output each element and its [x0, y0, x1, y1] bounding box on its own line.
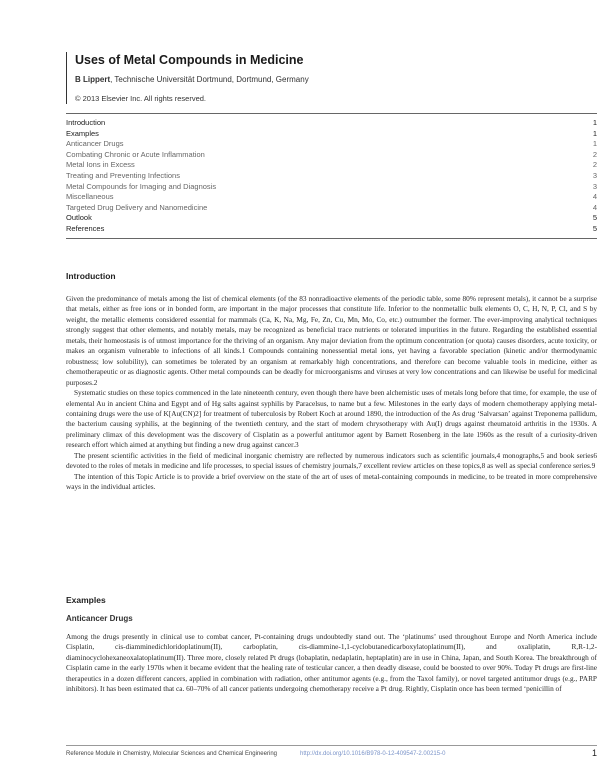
toc-entry[interactable] — [66, 213, 597, 224]
toc-entry-label[interactable]: Combating Chronic or Acute Inflammation — [66, 149, 205, 159]
toc-entry-page: 2 — [592, 149, 597, 159]
footer-reference: Reference Module in Chemistry, Molecular Sciences and Chemical Engineering — [66, 751, 277, 757]
toc-entry-page: 1 — [592, 139, 597, 149]
toc-entry[interactable] — [66, 171, 597, 182]
toc-entry[interactable] — [66, 192, 597, 203]
toc-entry[interactable] — [66, 139, 597, 150]
toc-entry-page: 3 — [592, 181, 597, 191]
page-footer — [66, 745, 597, 760]
toc-entry-label[interactable]: Metal Compounds for Imaging and Diagnosis — [66, 181, 217, 191]
introduction-body — [66, 294, 597, 493]
toc-entry-page: 2 — [592, 160, 597, 170]
toc-entry[interactable] — [66, 224, 597, 235]
toc-entry-label[interactable]: Miscellaneous — [66, 192, 114, 202]
toc-entry[interactable] — [66, 203, 597, 214]
intro-paragraph: The intention of this Topic Article is to provide a brief overview on the state of the art of uses of metal-containing compounds in medicine, to be treated in more comprehensive ways in the individual articles. — [66, 471, 597, 492]
section-heading-examples: Examples — [66, 595, 106, 605]
toc-entry[interactable] — [66, 150, 597, 161]
article-title: Uses of Metal Compounds in Medicine — [75, 53, 304, 67]
author-affiliation: , Technische Universität Dortmund, Dortmund, Germany — [110, 75, 309, 84]
examples-paragraph: Among the drugs presently in clinical use to combat cancer, Pt-containing drugs undoubtedly stand out. The ‘platinums’ used throughout Europe and North America include Cisplatin, cis-diamminedichloridoplatinum(II), carboplatin, cis-diammine-1,1-cyclobutanedicarboxylatoplatinum(II), and oxaliplatin, R,R-1,2-diaminocyclohexaneoxalatoplatinum(II). Three more, closely related Pt drugs (lobaplatin, nedaplatin, heptaplatin) are in use in China, Japan, and South Korea. The breakthrough of Cisplatin came in the early 1970s when it became evident that the healing rate of testicular cancer, a then deadly disease, could be boosted to over 90%. Today Pt drugs are first-line therapeutics in a dozen different cancers, applied in combination with radiation, other antitumor agents (e.g., from the Taxol family), or novel targeted antitumor drugs (e.g., PARP inhibitors). It has been estimated that ca. 60–70% of all cancer patients undergoing chemotherapy receive a Pt drug. Rightly, Cisplatin once has been termed ‘penicillin of — [66, 632, 597, 694]
author-name: B Lippert — [75, 75, 111, 84]
toc-entry-page: 1 — [592, 128, 597, 138]
toc-entry-page: 3 — [592, 170, 597, 180]
table-of-contents — [66, 113, 597, 239]
doi-link[interactable]: http://dx.doi.org/10.1016/B978-0-12-409547-2.00215-0 — [300, 751, 446, 757]
toc-entry-label[interactable]: Metal Ions in Excess — [66, 160, 135, 170]
toc-entry-page: 5 — [592, 223, 597, 233]
section-heading-introduction: Introduction — [66, 271, 116, 281]
examples-body — [66, 632, 597, 695]
page-number: 1 — [591, 748, 597, 758]
copyright-notice: © 2013 Elsevier Inc. All rights reserved. — [75, 94, 207, 103]
article-header — [66, 52, 555, 104]
toc-entry-page: 4 — [592, 192, 597, 202]
toc-entry[interactable] — [66, 160, 597, 171]
intro-paragraph: Systematic studies on these topics commenced in the late nineteenth century, even though there have been alchemistic uses of metals long before that time, for example, the use of elemental Au in ancient China and Egypt and of Hg salts against syphilis by Paracelsus, to name but a few. Milestones in the early days of modern chemotherapy applying metal-containing drugs were the use of K[Au(CN)2] for treatment of tuberculosis by Robert Koch at around 1890, the introduction of the As drug ‘Salvarsan’ against Treponema pallidum, the bacterium causing syphilis, at the beginning of the twentieth century, and the start of modern chrysotherapy with Au(I) drugs against rheumatoid arthritis in the 1930s. A preliminary climax of this development was the discovery of Cisplatin as a powerful antitumor agent by Barnett Rosenberg in the late 1960s as the result of a curiosity-driven research effort which aimed at anything but finding a new drug against cancer.3 — [66, 388, 597, 450]
author-line — [75, 74, 555, 85]
toc-entry-label[interactable]: Outlook — [66, 213, 92, 223]
toc-entry-label[interactable]: References — [66, 223, 105, 233]
toc-entry-label[interactable]: Treating and Preventing Infections — [66, 170, 180, 180]
toc-entry-label[interactable]: Anticancer Drugs — [66, 139, 124, 149]
toc-entry-page: 4 — [592, 202, 597, 212]
toc-entry[interactable] — [66, 129, 597, 140]
toc-entry-label[interactable]: Introduction — [66, 118, 106, 127]
toc-entry-page: 1 — [592, 118, 597, 127]
subsection-heading-anticancer: Anticancer Drugs — [66, 614, 133, 623]
intro-paragraph: Given the predominance of metals among the list of chemical elements (of the 83 nonradioactive elements of the periodic table, some 80% represent metals), it cannot be a surprise that metals, either as free ions or in bonded form, are important in the major processes that constitute life. Inferior to the nonmetallic bulk elements O, C, H, N, P, Cl, and S by weight, the metallic elements considered essential for mammals (Ca, K, Na, Mg, Fe, Zn, Cu, Mn, Mo, Co, etc.) outnumber the former. The ever-improving analytical techniques strongly suggest that other elements, and notably metals, may be recognized as beneficial trace nutrients or tolerated impurities in the future. Regarding the established essential metals, their homeostasis is of utmost importance for the thriving of an organism. Any major deviation from the optimum concentration (or quota) causes disorders, acute toxicity, or makes an organism vulnerable to infections of all kinds.1 Compounds containing nonessential metal ions, yet having a favorable speciation (kinetic and/or thermodynamic robustness; low solubility), can sometimes be tolerated by an organism at remarkably high concentrations, and therefore can become valuable tools in medicine, either as chemotherapeutic or as diagnostic agents. Other metal compounds can be deadly for microorganisms and viruses at very low concentrations and can likewise be useful for medicinal purposes.2 — [66, 294, 597, 387]
intro-paragraph: The present scientific activities in the field of medicinal inorganic chemistry are reflected by numerous indicators such as scientific journals,4 monographs,5 and book series6 devoted to the roles of metals in medicine and life processes, to special issues of chemistry journals,7 excellent review articles on these topics,8 as well as special conference series.9 — [66, 450, 597, 471]
toc-entry[interactable] — [66, 182, 597, 193]
toc-entry-label[interactable]: Examples — [66, 128, 99, 138]
toc-entry[interactable] — [66, 118, 597, 129]
toc-entry-page: 5 — [592, 213, 597, 223]
toc-entry-label[interactable]: Targeted Drug Delivery and Nanomedicine — [66, 202, 208, 212]
